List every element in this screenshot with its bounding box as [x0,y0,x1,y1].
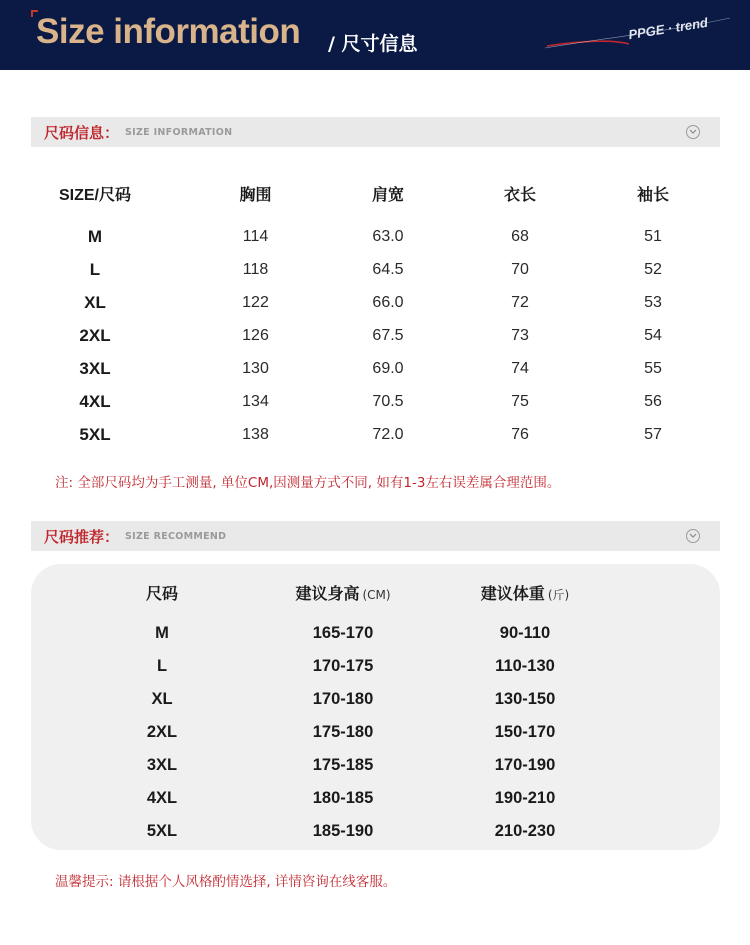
size-cell: 2XL [79,325,111,345]
weight-cell: 150-170 [494,723,556,741]
size-cell: 5XL [79,424,111,444]
shoulder-cell: 63.0 [372,227,404,245]
table-row [31,650,720,683]
table-row [31,220,720,253]
table-row [31,319,720,352]
chest-cell: 114 [242,227,269,245]
column-label: 尺码 [145,583,178,603]
sleeve-cell: 52 [644,260,662,278]
chest-cell: 126 [242,326,269,344]
brand-logo: PPGE · trend [627,14,709,43]
length-cell: 70 [511,260,529,278]
chest-cell: 138 [242,425,269,443]
weight-cell: 190-210 [494,789,556,807]
sleeve-cell: 55 [644,359,662,377]
table-row [31,352,720,385]
table-header-row [31,577,720,607]
column-label: 建议身高 [295,583,360,603]
column-header: 袖长 [636,184,669,204]
sleeve-cell: 57 [644,425,662,443]
table-row [31,617,720,650]
length-cell: 76 [511,425,529,443]
size-info-section-header[interactable] [31,117,720,147]
header-banner [0,0,750,70]
column-label: 建议体重 [480,583,545,603]
page-title-en: Size information [36,12,301,51]
shoulder-cell: 67.5 [372,326,404,344]
measurement-note: 注: 全部尺码均为手工测量, 单位CM,因测量方式不同, 如有1-3左右误差属合理范围。 [55,475,561,491]
weight-cell: 130-150 [494,690,556,708]
column-unit: (CM) [362,587,391,602]
column-header: 肩宽 [371,184,404,204]
height-cell: 185-190 [312,822,374,840]
sleeve-cell: 54 [644,326,662,344]
height-cell: 180-185 [312,789,374,807]
chest-cell: 118 [242,260,269,278]
chest-cell: 134 [242,392,269,410]
size-cell: 5XL [146,822,178,840]
height-cell: 175-180 [312,723,374,741]
weight-cell: 170-190 [494,756,556,774]
column-header: SIZE/尺码 [58,186,131,204]
column-header [112,581,212,604]
length-cell: 74 [511,359,529,377]
size-cell: XL [151,690,173,708]
height-cell: 170-180 [312,690,374,708]
column-unit: (斤) [547,587,570,602]
table-row [31,385,720,418]
table-row [31,749,720,782]
column-header [263,581,423,604]
column-header: 胸围 [239,184,272,204]
length-cell: 75 [511,392,529,410]
section-title-en: SIZE RECOMMEND [125,530,227,542]
size-recommend-section-header[interactable] [31,521,720,551]
weight-cell: 110-130 [495,657,555,675]
sleeve-cell: 53 [644,293,662,311]
sleeve-cell: 51 [644,227,662,245]
chevron-down-circle-icon[interactable] [686,125,700,139]
height-cell: 165-170 [312,624,374,642]
size-cell: 3XL [146,756,178,774]
weight-cell: 210-230 [494,822,556,840]
weight-cell: 90-110 [499,624,551,642]
chest-cell: 122 [242,293,269,311]
shoulder-cell: 72.0 [372,425,404,443]
page-title-cn: / 尺寸信息 [328,33,418,55]
table-row [31,418,720,451]
size-cell: XL [84,292,106,312]
table-row [31,286,720,319]
size-cell: 3XL [79,358,111,378]
height-cell: 170-175 [312,657,374,675]
shoulder-cell: 66.0 [372,293,404,311]
size-cell: M [87,226,103,246]
section-title-cn: 尺码推荐： [44,527,120,546]
table-header-row [31,178,720,208]
height-cell: 175-185 [312,756,374,774]
section-title-en: SIZE INFORMATION [125,126,233,138]
size-cell: L [89,259,101,279]
size-cell: 4XL [79,391,111,411]
shoulder-cell: 69.0 [372,359,404,377]
size-cell: L [156,657,168,675]
size-cell: 4XL [146,789,178,807]
table-row [31,815,720,848]
length-cell: 73 [511,326,529,344]
length-cell: 72 [511,293,529,311]
length-cell: 68 [511,227,529,245]
sleeve-cell: 56 [644,392,662,410]
size-cell: M [155,624,169,642]
column-header [445,581,605,604]
chest-cell: 130 [242,359,269,377]
size-table [31,178,720,451]
size-cell: 2XL [146,723,178,741]
section-title-cn: 尺码信息： [44,123,120,142]
shoulder-cell: 70.5 [372,392,404,410]
recommend-tip: 温馨提示: 请根据个人风格酌情选择, 详情咨询在线客服。 [55,874,397,890]
table-row [31,782,720,815]
chevron-down-circle-icon[interactable] [686,529,700,543]
column-header: 衣长 [503,184,536,204]
recommend-table [31,577,720,848]
table-row [31,716,720,749]
table-row [31,683,720,716]
table-row [31,253,720,286]
shoulder-cell: 64.5 [372,260,404,278]
